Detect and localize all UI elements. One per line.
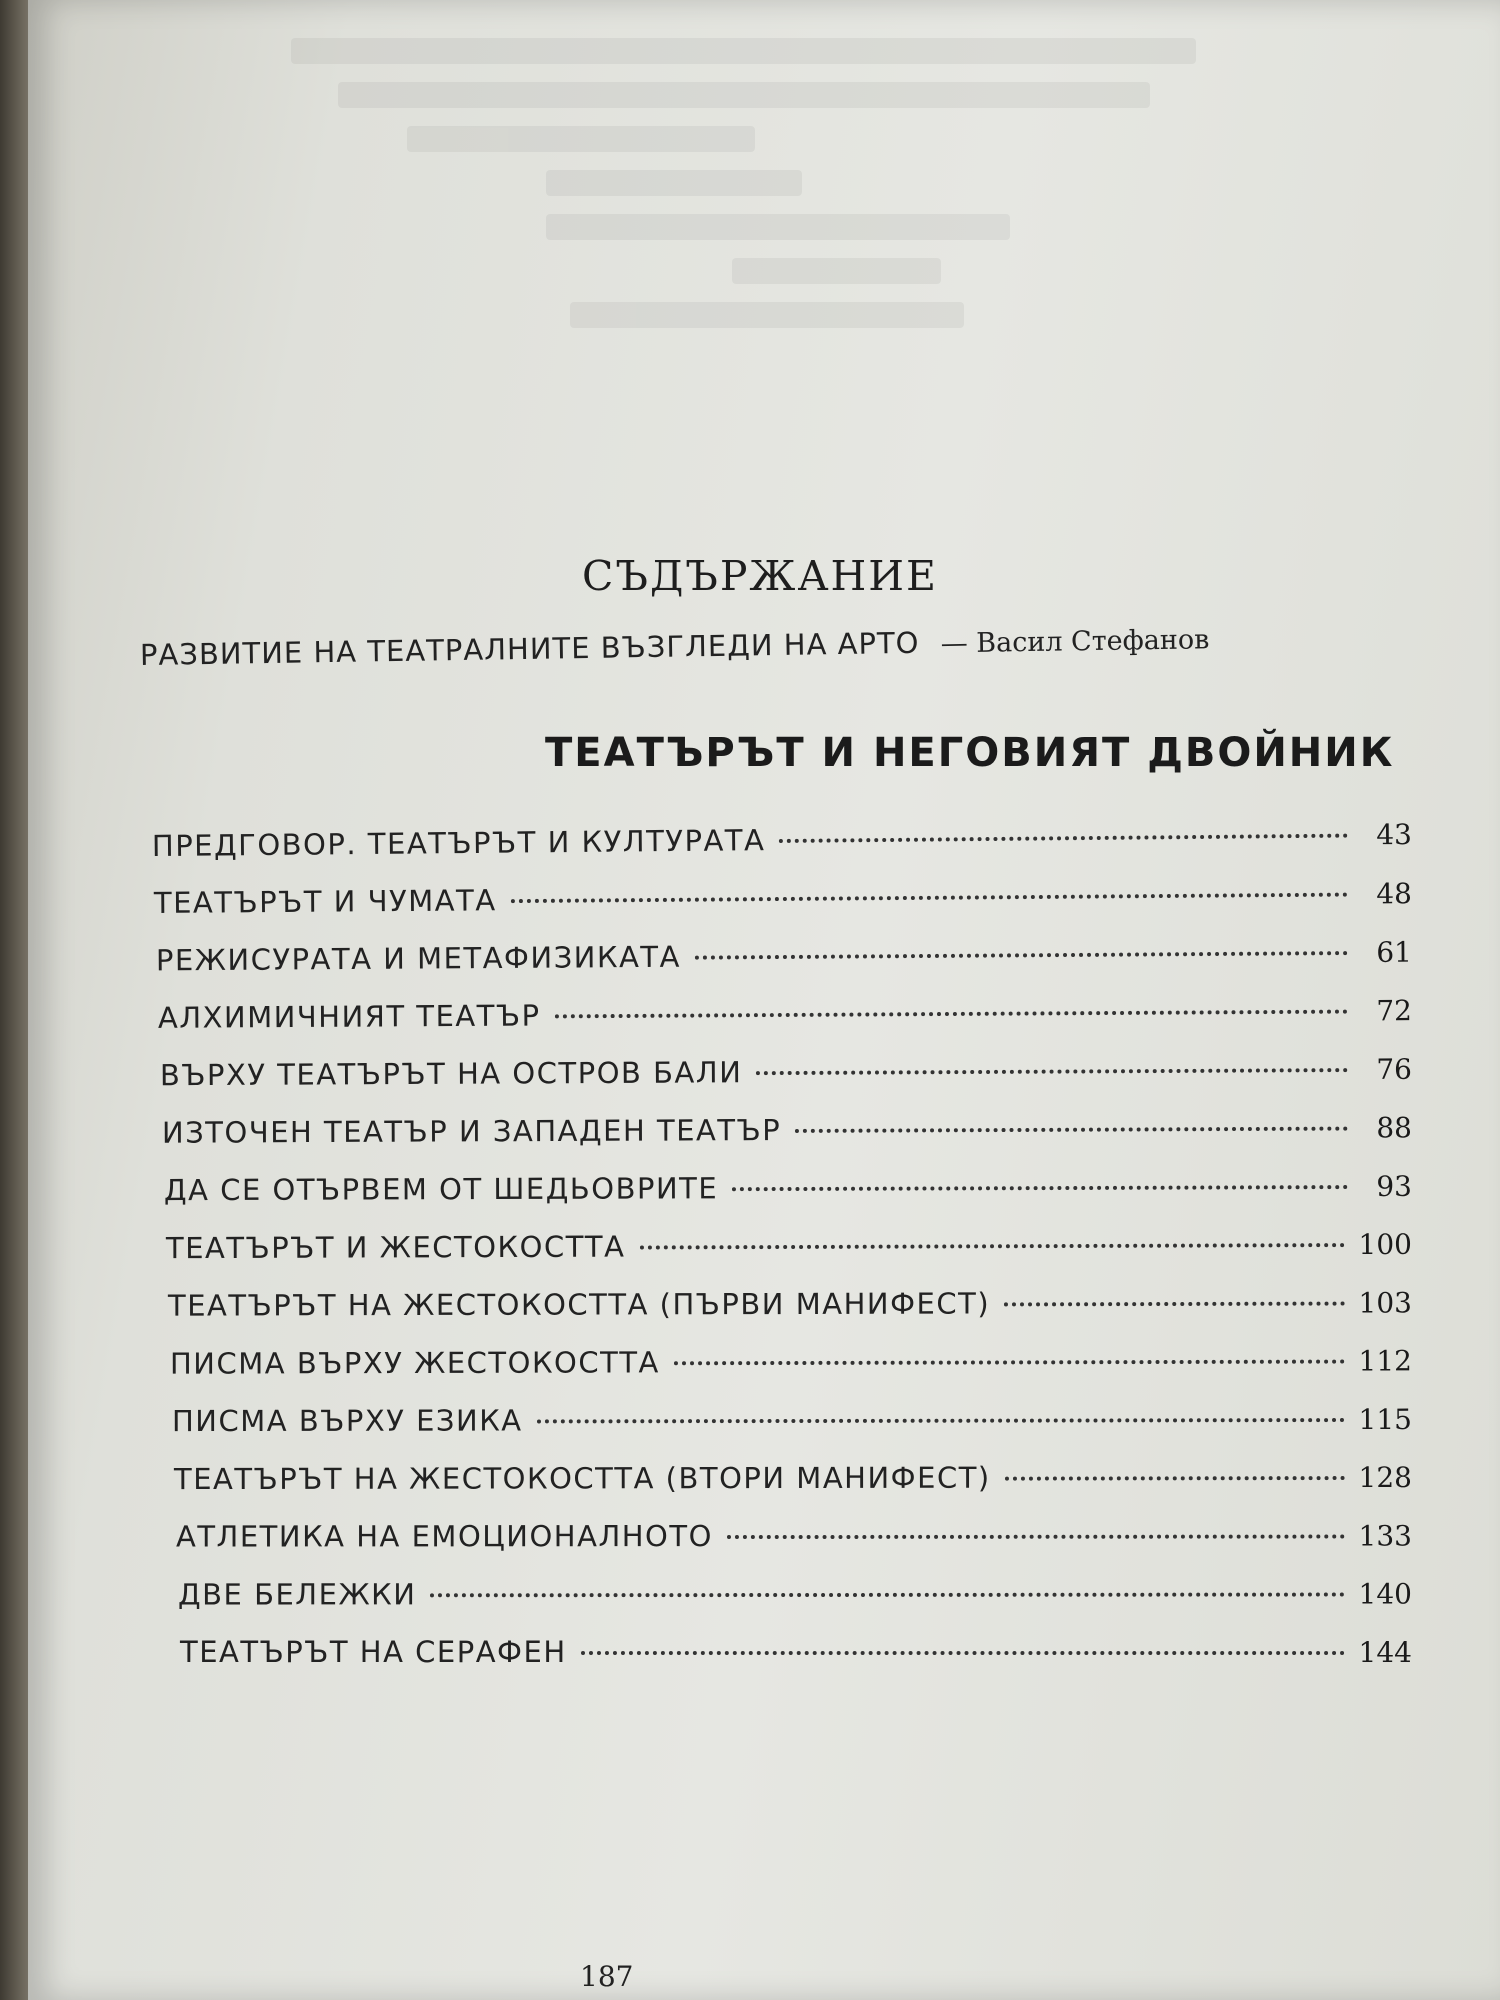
toc-entry-page: 103 bbox=[1358, 1286, 1413, 1320]
dot-leader bbox=[727, 1535, 1345, 1540]
toc-entry bbox=[172, 1402, 1412, 1462]
dot-leader bbox=[756, 1068, 1348, 1075]
toc-entry bbox=[170, 1343, 1412, 1404]
dot-leader bbox=[795, 1127, 1348, 1133]
show-through-text bbox=[268, 20, 1428, 540]
toc-entry-label: АЛХИМИЧНИЯТ ТЕАТЪР bbox=[157, 998, 541, 1035]
table-of-contents bbox=[151, 817, 1413, 1693]
toc-entry bbox=[178, 1576, 1412, 1635]
toc-entry-page: 88 bbox=[1376, 1111, 1413, 1145]
toc-entry bbox=[156, 935, 1412, 1002]
dot-leader bbox=[511, 893, 1348, 904]
toc-entry bbox=[160, 1052, 1412, 1117]
toc-entry bbox=[176, 1518, 1412, 1577]
toc-entry-label: ПИСМА ВЪРХУ ЖЕСТОКОСТТА bbox=[169, 1345, 660, 1381]
toc-entry-label: ПИСМА ВЪРХУ ЕЗИКА bbox=[171, 1403, 523, 1439]
toc-entry bbox=[166, 1227, 1412, 1289]
dot-leader bbox=[779, 834, 1348, 843]
dot-leader bbox=[639, 1243, 1344, 1249]
toc-entry-page: 48 bbox=[1376, 877, 1413, 911]
page-number: 187 bbox=[580, 1960, 634, 1993]
toc-entry-label: ТЕАТЪРЪТ НА ЖЕСТОКОСТТА (ПЪРВИ МАНИФЕСТ) bbox=[167, 1286, 991, 1323]
toc-entry-label: ИЗТОЧЕН ТЕАТЪР И ЗАПАДЕН ТЕАТЪР bbox=[161, 1113, 782, 1150]
toc-entry bbox=[174, 1460, 1412, 1520]
toc-entry-page: 112 bbox=[1358, 1344, 1413, 1378]
toc-entry bbox=[154, 876, 1412, 944]
toc-entry-page: 100 bbox=[1358, 1227, 1413, 1262]
toc-entry bbox=[162, 1110, 1412, 1173]
dot-leader bbox=[430, 1593, 1344, 1598]
toc-entry bbox=[180, 1635, 1412, 1693]
toc-entry-label: ТЕАТЪРЪТ НА ЖЕСТОКОСТТА (ВТОРИ МАНИФЕСТ) bbox=[173, 1460, 991, 1497]
toc-entry-page: 61 bbox=[1376, 935, 1413, 969]
toc-entry-label: ПРЕДГОВОР. ТЕАТЪРЪТ И КУЛТУРАТА bbox=[151, 823, 766, 864]
toc-entry-label: ВЪРХУ ТЕАТЪРЪТ НА ОСТРОВ БАЛИ bbox=[159, 1055, 743, 1093]
toc-entry bbox=[168, 1285, 1412, 1346]
dot-leader bbox=[581, 1651, 1345, 1655]
toc-entry bbox=[152, 817, 1412, 887]
toc-entry bbox=[158, 993, 1412, 1059]
toc-entry-label: ТЕАТЪРЪТ НА СЕРАФЕН bbox=[180, 1635, 567, 1669]
dot-leader bbox=[1005, 1476, 1345, 1481]
intro-entry-title: РАЗВИТИЕ НА ТЕАТРАЛНИТЕ ВЪЗГЛЕДИ НА АРТО bbox=[139, 625, 920, 672]
toc-entry-label: ДА СЕ ОТЪРВЕМ ОТ ШЕДЬОВРИТЕ bbox=[163, 1171, 719, 1208]
toc-entry-label: ТЕАТЪРЪТ И ЧУМАТА bbox=[153, 883, 497, 920]
toc-entry-page: 133 bbox=[1358, 1519, 1413, 1553]
dot-leader bbox=[674, 1360, 1345, 1366]
toc-entry-label: ДВЕ БЕЛЕЖКИ bbox=[177, 1577, 417, 1612]
toc-entry-page: 43 bbox=[1376, 817, 1413, 852]
dot-leader bbox=[695, 951, 1348, 960]
toc-entry-page: 144 bbox=[1358, 1636, 1412, 1669]
dot-leader bbox=[732, 1185, 1348, 1191]
part-title: ТЕАТЪРЪТ И НЕГОВИЯТ ДВОЙНИК bbox=[545, 730, 1395, 776]
toc-entry-label: РЕЖИСУРАТА И МЕТАФИЗИКАТА bbox=[155, 939, 682, 978]
toc-entry-label: ТЕАТЪРЪТ И ЖЕСТОКОСТТА bbox=[165, 1229, 626, 1266]
contents-title: СЪДЪРЖАНИЕ bbox=[582, 552, 938, 600]
toc-entry-page: 76 bbox=[1376, 1052, 1413, 1086]
toc-entry bbox=[164, 1169, 1412, 1231]
toc-entry-label: АТЛЕТИКА НА ЕМОЦИОНАЛНОТО bbox=[175, 1519, 713, 1554]
intro-entry-author: — Васил Стефанов bbox=[940, 624, 1210, 660]
toc-entry-page: 93 bbox=[1376, 1169, 1413, 1203]
dot-leader bbox=[537, 1418, 1345, 1423]
toc-entry-page: 115 bbox=[1358, 1402, 1413, 1437]
dot-leader bbox=[555, 1010, 1348, 1019]
toc-entry-page: 72 bbox=[1376, 994, 1413, 1028]
toc-entry-page: 128 bbox=[1358, 1460, 1413, 1495]
toc-entry-page: 140 bbox=[1358, 1577, 1413, 1611]
dot-leader bbox=[1004, 1302, 1344, 1307]
